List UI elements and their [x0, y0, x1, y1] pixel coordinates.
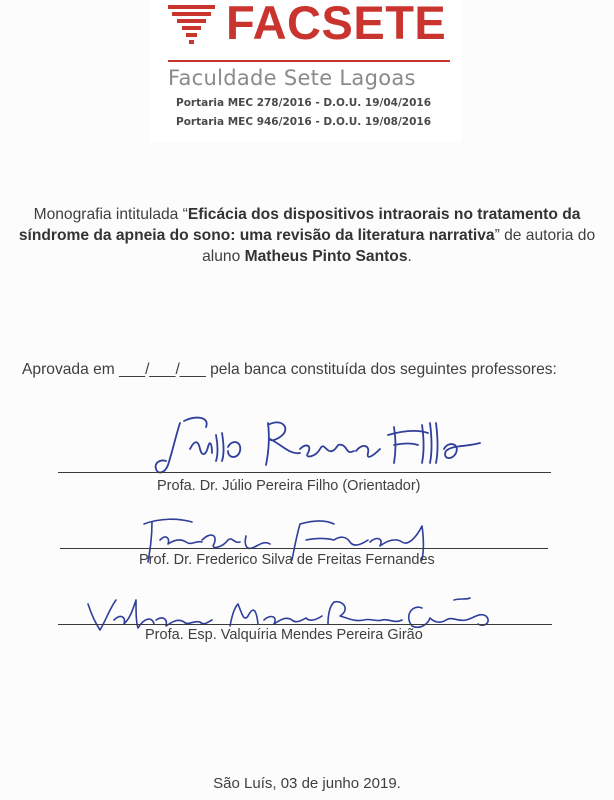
place-date: São Luís, 03 de junho 2019. [213, 775, 401, 792]
signature-line-2 [60, 548, 548, 549]
examiner-name-1: Profa. Dr. Júlio Pereira Filho (Orientador) [157, 478, 421, 494]
facsete-logo-icon [168, 5, 215, 45]
signature-line-1 [58, 472, 551, 473]
brand-name: FACSETE [226, 0, 447, 49]
portaria-line-1: Portaria MEC 278/2016 - D.O.U. 19/04/2016 [176, 97, 432, 109]
portaria-line-2: Portaria MEC 946/2016 - D.O.U. 19/08/2016 [176, 116, 432, 128]
statement-intro: Monografia intitulada “ [33, 206, 188, 223]
statement-mid: ” de autoria do aluno [202, 227, 596, 265]
brand-divider [168, 60, 450, 62]
monograph-title: Eficácia dos dispositivos intraorais no tratamento da síndrome da apneia do sono: uma revisão da literatura narrativa [18, 206, 581, 244]
author-name: Matheus Pinto Santos [244, 248, 408, 265]
signature-line-3 [58, 624, 552, 625]
statement-end: . [407, 248, 412, 265]
examiner-name-2: Prof. Dr. Frederico Silva de Freitas Fernandes [139, 552, 435, 568]
brand-subtitle: Faculdade Sete Lagoas [168, 66, 416, 90]
approval-line: Aprovada em ___/___/___ pela banca constituída dos seguintes professores: [22, 361, 557, 378]
examiner-name-3: Profa. Esp. Valquíria Mendes Pereira Girão [145, 627, 423, 643]
monograph-statement [16, 204, 598, 267]
